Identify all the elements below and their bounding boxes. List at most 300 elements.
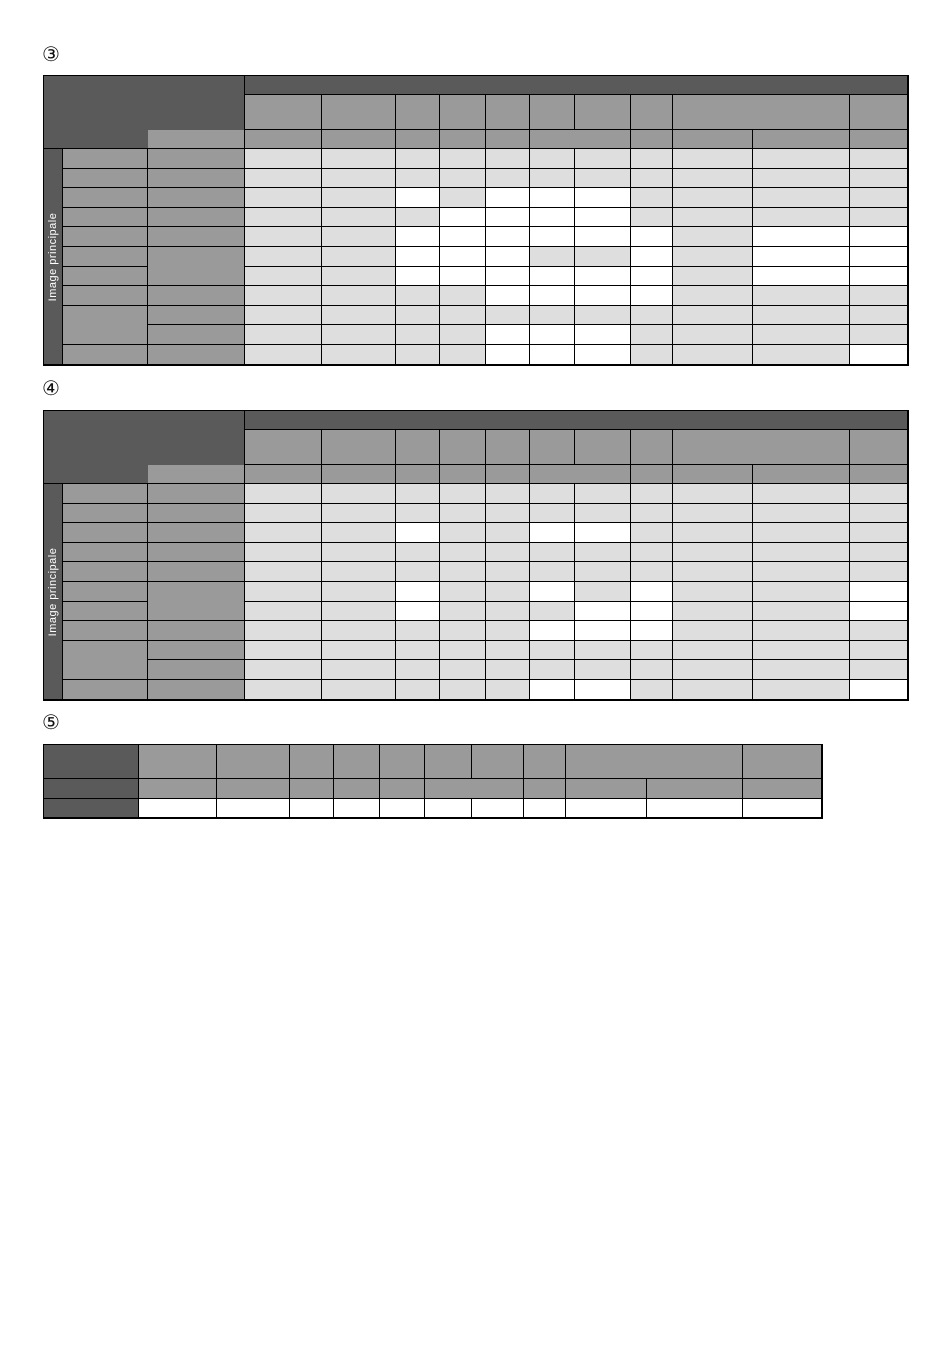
- table-cell: [396, 504, 440, 524]
- table-cell: [753, 247, 850, 267]
- table-cell: [753, 602, 850, 622]
- table-cell: [524, 799, 566, 818]
- row-label-a: [63, 345, 148, 365]
- table-cell: [530, 562, 575, 582]
- column-header: [396, 95, 440, 130]
- row-label-a: [63, 247, 148, 267]
- table-cell: [753, 149, 850, 169]
- table-cell: [673, 582, 753, 602]
- table-cell: [396, 169, 440, 189]
- table-cell: [673, 247, 753, 267]
- table-cell: [396, 523, 440, 543]
- table-cell: [673, 641, 753, 661]
- table-cell: [486, 267, 530, 287]
- table-cell: [486, 169, 530, 189]
- row-label-b: [148, 345, 245, 365]
- table-cell: [753, 641, 850, 661]
- row-header: [43, 779, 139, 799]
- row-label-a: [63, 227, 148, 247]
- table-cell: [631, 543, 673, 563]
- table-cell: [322, 660, 396, 680]
- table-cell: [486, 562, 530, 582]
- row-label-a: [63, 680, 148, 700]
- table-cell: [631, 621, 673, 641]
- column-subheader: [753, 130, 850, 149]
- corner-subheader-cell: [148, 130, 245, 149]
- table-cell: [486, 660, 530, 680]
- column-subheader: [290, 779, 334, 799]
- table-cell: [245, 484, 322, 504]
- table-cell: [647, 799, 743, 818]
- table-cell: [396, 602, 440, 622]
- table-cell: [631, 247, 673, 267]
- column-header: [673, 430, 850, 465]
- row-label-a: [63, 602, 148, 622]
- table-cell: [850, 523, 908, 543]
- column-subheader: [850, 465, 908, 484]
- table-cell: [575, 208, 631, 228]
- column-subheader: [486, 465, 530, 484]
- table-cell: [631, 306, 673, 326]
- table-cell: [322, 306, 396, 326]
- table-cell: [334, 799, 380, 818]
- table-cell: [631, 602, 673, 622]
- table-cell: [631, 582, 673, 602]
- row-header: [43, 744, 139, 779]
- table-cell: [245, 504, 322, 524]
- table-cell: [486, 345, 530, 365]
- table-cell: [850, 188, 908, 208]
- table-cell: [631, 227, 673, 247]
- table-cell: [530, 345, 575, 365]
- column-header: [440, 430, 486, 465]
- section-marker-3: ③: [42, 42, 60, 66]
- row-label-b: [148, 149, 245, 169]
- table-cell: [486, 543, 530, 563]
- table-cell: [396, 484, 440, 504]
- table-cell: [245, 208, 322, 228]
- table-cell: [440, 345, 486, 365]
- table-cell: [673, 169, 753, 189]
- table-cell: [673, 504, 753, 524]
- table-cell: [530, 247, 575, 267]
- column-header: [530, 430, 575, 465]
- table-cell: [673, 602, 753, 622]
- column-subheader: [631, 130, 673, 149]
- table-cell: [322, 523, 396, 543]
- table-cell: [486, 641, 530, 661]
- table-cell: [850, 660, 908, 680]
- table-cell: [753, 306, 850, 326]
- table-cell: [850, 621, 908, 641]
- table-cell: [245, 325, 322, 345]
- table-cell: [380, 799, 425, 818]
- table-cell: [322, 345, 396, 365]
- column-header: [850, 95, 908, 130]
- table-cell: [530, 602, 575, 622]
- table-cell: [245, 345, 322, 365]
- row-label-b: [148, 543, 245, 563]
- row-label-b: [148, 621, 245, 641]
- column-subheader: [631, 465, 673, 484]
- column-header: [486, 95, 530, 130]
- table-cell: [631, 267, 673, 287]
- table-cell: [575, 267, 631, 287]
- table-cell: [396, 188, 440, 208]
- table-cell: [245, 188, 322, 208]
- row-label-b: [148, 562, 245, 582]
- table-cell: [850, 169, 908, 189]
- column-header: [322, 430, 396, 465]
- table-cell: [753, 562, 850, 582]
- table-cell: [753, 621, 850, 641]
- table-cell: [530, 582, 575, 602]
- table-cell: [322, 267, 396, 287]
- row-label-b: [148, 306, 245, 326]
- table-cell: [575, 325, 631, 345]
- column-group-header: [245, 75, 908, 95]
- table-cell: [245, 602, 322, 622]
- table-cell: [245, 247, 322, 267]
- table-cell: [673, 543, 753, 563]
- column-subheader: [566, 779, 647, 799]
- table-cell: [322, 562, 396, 582]
- column-subheader: [396, 130, 440, 149]
- column-header: [575, 95, 631, 130]
- table-cell: [850, 325, 908, 345]
- table-cell: [440, 188, 486, 208]
- table-cell: [575, 188, 631, 208]
- table-cell: [486, 602, 530, 622]
- row-label-b: [148, 325, 245, 345]
- table-cell: [575, 523, 631, 543]
- table-cell: [753, 208, 850, 228]
- table-cell: [753, 504, 850, 524]
- table-cell: [245, 306, 322, 326]
- column-subheader: [245, 130, 322, 149]
- table-cell: [673, 680, 753, 700]
- table-cell: [440, 267, 486, 287]
- table-cell: [850, 562, 908, 582]
- table-cell: [440, 484, 486, 504]
- table-cell: [753, 227, 850, 247]
- table-cell: [322, 621, 396, 641]
- column-header: [486, 430, 530, 465]
- table-cell: [631, 660, 673, 680]
- row-label-a: [63, 169, 148, 189]
- table-cell: [486, 523, 530, 543]
- table-cell: [530, 523, 575, 543]
- table-cell: [396, 345, 440, 365]
- table-cell: [631, 504, 673, 524]
- row-label-b: [148, 286, 245, 306]
- row-label-b: [148, 188, 245, 208]
- table-cell: [440, 227, 486, 247]
- table-cell: [396, 286, 440, 306]
- column-group-header: [245, 410, 908, 430]
- column-subheader: [486, 130, 530, 149]
- table-cell: [472, 799, 524, 818]
- table-cell: [530, 188, 575, 208]
- table-cell: [743, 799, 822, 818]
- table-cell: [631, 484, 673, 504]
- table-cell: [530, 484, 575, 504]
- column-subheader: [530, 465, 631, 484]
- column-header: [425, 744, 472, 779]
- table-cell: [245, 169, 322, 189]
- table-cell: [631, 286, 673, 306]
- table-cell: [673, 208, 753, 228]
- row-label-a: [63, 504, 148, 524]
- column-header: [743, 744, 822, 779]
- row-label-b: [148, 660, 245, 680]
- column-subheader: [396, 465, 440, 484]
- table-cell: [850, 345, 908, 365]
- table-cell: [396, 641, 440, 661]
- table-cell: [322, 286, 396, 306]
- table-cell: [322, 188, 396, 208]
- table-cell: [850, 504, 908, 524]
- table-cell: [440, 208, 486, 228]
- table-cell: [245, 660, 322, 680]
- row-label-a: [63, 621, 148, 641]
- column-subheader: [673, 130, 753, 149]
- table-cell: [631, 325, 673, 345]
- table-cell: [673, 188, 753, 208]
- table-cell: [631, 523, 673, 543]
- table-cell: [440, 247, 486, 267]
- column-header: [322, 95, 396, 130]
- table-cell: [753, 582, 850, 602]
- row-label-b: [148, 208, 245, 228]
- table-cell: [575, 660, 631, 680]
- column-header: [290, 744, 334, 779]
- table-cell: [290, 799, 334, 818]
- table-cell: [530, 641, 575, 661]
- table-cell: [530, 208, 575, 228]
- table-cell: [440, 325, 486, 345]
- column-header: [673, 95, 850, 130]
- table-cell: [530, 680, 575, 700]
- table-cell: [396, 660, 440, 680]
- table-cell: [631, 562, 673, 582]
- column-subheader: [322, 465, 396, 484]
- column-subheader: [425, 779, 524, 799]
- table-cell: [425, 799, 472, 818]
- table-cell: [530, 660, 575, 680]
- table-cell: [850, 286, 908, 306]
- column-header: [334, 744, 380, 779]
- table-cell: [753, 286, 850, 306]
- table-cell: [486, 680, 530, 700]
- table-cell: [850, 227, 908, 247]
- table-cell: [486, 286, 530, 306]
- table-cell: [631, 169, 673, 189]
- table-cell: [322, 484, 396, 504]
- table-cell: [440, 680, 486, 700]
- column-subheader: [245, 465, 322, 484]
- table-cell: [673, 267, 753, 287]
- table-cell: [530, 149, 575, 169]
- table-cell: [322, 325, 396, 345]
- table-cell: [850, 641, 908, 661]
- column-header: [139, 744, 217, 779]
- table-cell: [486, 208, 530, 228]
- table-cell: [245, 523, 322, 543]
- table-cell: [753, 267, 850, 287]
- table-cell: [673, 306, 753, 326]
- table-cell: [575, 345, 631, 365]
- table-cell: [396, 582, 440, 602]
- table-cell: [486, 504, 530, 524]
- row-label-b: [148, 582, 245, 621]
- table-cell: [440, 169, 486, 189]
- table-cell: [139, 799, 217, 818]
- table-cell: [440, 149, 486, 169]
- table-cell: [673, 325, 753, 345]
- column-header: [631, 95, 673, 130]
- table-cell: [850, 208, 908, 228]
- column-header: [575, 430, 631, 465]
- table-cell: [486, 484, 530, 504]
- table-cell: [631, 208, 673, 228]
- table-cell: [753, 660, 850, 680]
- table-cell: [631, 345, 673, 365]
- table-cell: [396, 267, 440, 287]
- column-subheader: [850, 130, 908, 149]
- row-label-a: [63, 543, 148, 563]
- row-label-a: [63, 562, 148, 582]
- table-cell: [486, 227, 530, 247]
- table-cell: [575, 169, 631, 189]
- table-cell: [530, 504, 575, 524]
- table-cell: [850, 149, 908, 169]
- table-cell: [631, 188, 673, 208]
- row-label-b: [148, 169, 245, 189]
- table-cell: [245, 286, 322, 306]
- row-label-a: [63, 306, 148, 345]
- table-cell: [245, 267, 322, 287]
- table-cell: [575, 306, 631, 326]
- table-cell: [440, 523, 486, 543]
- table-cell: [245, 641, 322, 661]
- table-cell: [753, 543, 850, 563]
- table-cell: [322, 602, 396, 622]
- table-cell: [440, 621, 486, 641]
- side-label-image-principale: Image principale: [47, 547, 59, 637]
- table-cell: [631, 641, 673, 661]
- table-cell: [673, 286, 753, 306]
- column-subheader: [440, 130, 486, 149]
- table-cell: [486, 149, 530, 169]
- column-subheader: [139, 779, 217, 799]
- table-cell: [673, 562, 753, 582]
- column-header: [245, 430, 322, 465]
- table-cell: [753, 523, 850, 543]
- table-cell: [396, 621, 440, 641]
- table-cell: [322, 504, 396, 524]
- table-cell: [245, 582, 322, 602]
- row-label-a: [63, 149, 148, 169]
- table-cell: [753, 169, 850, 189]
- table-cell: [440, 504, 486, 524]
- table-cell: [575, 543, 631, 563]
- table-cell: [575, 641, 631, 661]
- table-cell: [575, 602, 631, 622]
- table-cell: [673, 660, 753, 680]
- table-cell: [530, 267, 575, 287]
- row-label-a: [63, 523, 148, 543]
- table-cell: [575, 680, 631, 700]
- row-label-a: [63, 267, 148, 287]
- table-cell: [673, 484, 753, 504]
- table-cell: [322, 208, 396, 228]
- column-header: [631, 430, 673, 465]
- table-cell: [575, 247, 631, 267]
- side-label-image-principale: Image principale: [47, 212, 59, 302]
- table-cell: [753, 188, 850, 208]
- table-cell: [753, 680, 850, 700]
- row-label-b: [148, 523, 245, 543]
- column-header: [440, 95, 486, 130]
- table-cell: [440, 602, 486, 622]
- column-header: [380, 744, 425, 779]
- table-cell: [396, 306, 440, 326]
- table-cell: [631, 149, 673, 169]
- table-cell: [530, 621, 575, 641]
- row-label-b: [148, 484, 245, 504]
- table-cell: [440, 543, 486, 563]
- table-cell: [673, 345, 753, 365]
- table-cell: [631, 680, 673, 700]
- row-header: [43, 799, 139, 818]
- table-cell: [245, 227, 322, 247]
- table-cell: [575, 484, 631, 504]
- column-subheader: [753, 465, 850, 484]
- table-cell: [440, 660, 486, 680]
- table-cell: [322, 247, 396, 267]
- section-marker-5: ⑤: [42, 710, 60, 734]
- column-header: [217, 744, 290, 779]
- table-cell: [440, 306, 486, 326]
- table-cell: [440, 562, 486, 582]
- column-header: [566, 744, 743, 779]
- column-subheader: [524, 779, 566, 799]
- column-subheader: [322, 130, 396, 149]
- table-cell: [396, 247, 440, 267]
- table-cell: [850, 582, 908, 602]
- column-subheader: [217, 779, 290, 799]
- section-marker-4: ④: [42, 376, 60, 400]
- row-label-a: [63, 208, 148, 228]
- table-cell: [575, 582, 631, 602]
- table-cell: [850, 247, 908, 267]
- table-cell: [530, 227, 575, 247]
- table-cell: [753, 345, 850, 365]
- table-cell: [396, 680, 440, 700]
- table-cell: [530, 543, 575, 563]
- table-cell: [673, 523, 753, 543]
- row-label-a: [63, 641, 148, 680]
- table-cell: [440, 641, 486, 661]
- column-header: [472, 744, 524, 779]
- column-header: [524, 744, 566, 779]
- table-cell: [575, 227, 631, 247]
- table-cell: [850, 306, 908, 326]
- table-cell: [396, 543, 440, 563]
- table-cell: [850, 484, 908, 504]
- column-header: [245, 95, 322, 130]
